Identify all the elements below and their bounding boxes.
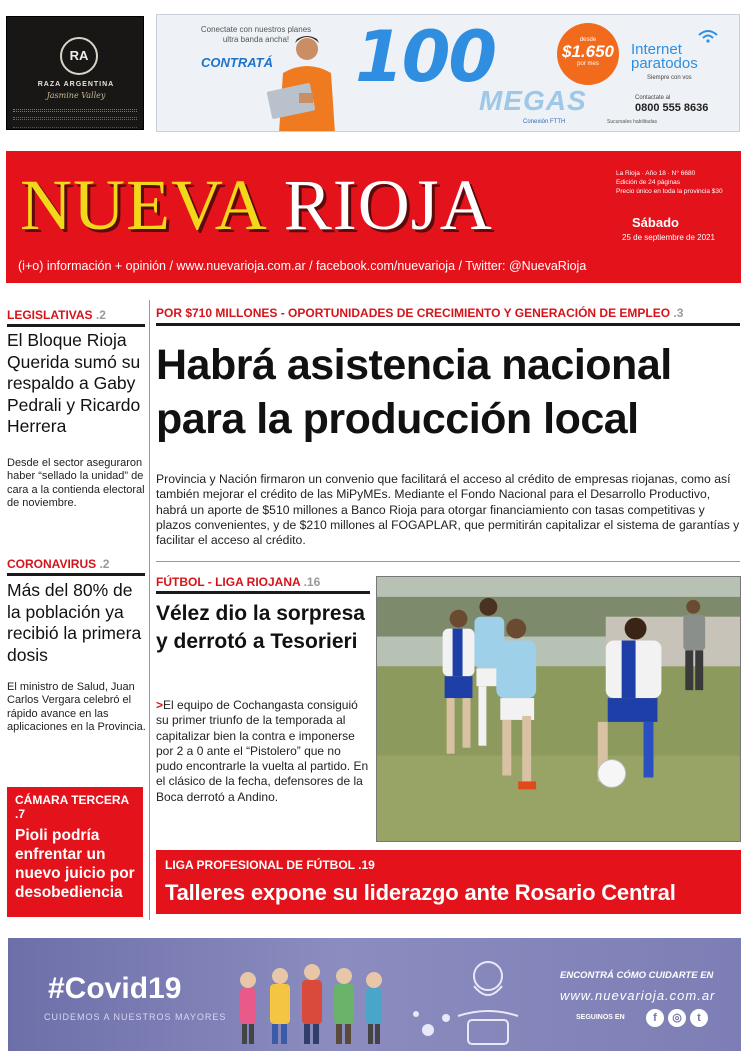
- ad-fineprint: [13, 117, 137, 120]
- main-headline[interactable]: Habrá asistencia nacional para la producción local: [156, 341, 672, 443]
- main-summary: Provincia y Nación firmaron un convenio que facilitará el acceso al crédito de empresas riojanas, como así también mejorar el crédito de las MiPyMEs. Mediante el Fondo Nacional para el Desarrollo Productivo, habrá un aporte de $510 millones a Banco Rioja para otorgar financiamiento con tasas competitivas y plazos convenientes, y de $210 millones al FOGAPLAR, que permitirán capitalizar el sistema de garantías y facilitar el acceso al crédito.: [156, 472, 740, 548]
- camara-headline[interactable]: Pioli podría enfrentar un nuevo juicio por desobediencia: [15, 827, 135, 901]
- covid-banner-ad[interactable]: [8, 938, 741, 1051]
- ad-fineprint: [13, 109, 137, 112]
- section-rule: [156, 591, 370, 594]
- main-kicker: [156, 306, 740, 320]
- ad-price-permes: por mes: [577, 61, 599, 67]
- wifi-icon: [697, 29, 719, 43]
- facebook-icon[interactable]: f: [646, 1009, 664, 1027]
- ad-contrata: CONTRATÁ: [201, 55, 273, 70]
- section-rule: [156, 323, 740, 326]
- coronavirus-kicker: [7, 557, 145, 571]
- ad-footline: Sucursales habilitadas: [607, 119, 658, 125]
- legislativas-kicker: [7, 308, 145, 322]
- kicker-label: LIGA PROFESIONAL DE FÚTBOL: [165, 858, 355, 872]
- kicker-label: FÚTBOL - LIGA RIOJANA: [156, 575, 301, 589]
- elderly-people-illustration: [218, 946, 548, 1051]
- ad-brand-sub: Siempre con vos: [647, 75, 692, 81]
- masthead: [6, 151, 741, 283]
- ad-script-name: Jasmine Valley: [46, 91, 106, 100]
- column-divider: [149, 300, 150, 920]
- ad-unit: MEGAS: [479, 85, 587, 116]
- coronavirus-headline[interactable]: Más del 80% de la población ya recibió la primera dosis: [7, 580, 142, 665]
- ad-brand: [631, 43, 731, 71]
- covid-encontra: ENCONTRÁ CÓMO CUIDARTE EN: [560, 970, 714, 981]
- ad-brand-line2: paratodos: [631, 55, 698, 72]
- section-rule: [7, 324, 145, 327]
- talleres-box[interactable]: [156, 850, 741, 914]
- football-match-photo[interactable]: [376, 576, 741, 842]
- kicker-label: LEGISLATIVAS: [7, 308, 93, 322]
- ad-small-text: Conectate con nuestros planes ultra banda ancha!: [200, 25, 312, 44]
- section-divider: [156, 561, 740, 562]
- coronavirus-summary: El ministro de Salud, Juan Carlos Vergara celebró el rápido avance en las aplicaciones en la Provincia.: [7, 681, 146, 734]
- velez-summary: [156, 698, 370, 805]
- section-rule: [7, 573, 145, 576]
- ad-speed: 100: [355, 16, 496, 98]
- page-ref: .16: [303, 575, 321, 589]
- camara-kicker: [15, 793, 135, 821]
- legislativas-headline[interactable]: El Bloque Rioja Querida sumó su respaldo a Gaby Pedrali y Ricardo Herrera: [7, 330, 141, 436]
- legislativas-summary: Desde el sector aseguraron haber “sellado la unidad” de cara a la contienda electoral de noviembre.: [7, 457, 145, 510]
- ad-internet-100-megas[interactable]: [156, 14, 740, 132]
- kicker-label: CORONAVIRUS: [7, 557, 97, 571]
- ad-price: $1.650: [562, 42, 614, 61]
- ad-fineprint: [13, 127, 137, 128]
- page-ref: .2: [99, 557, 110, 571]
- futbol-kicker: [156, 575, 370, 589]
- talleres-headline[interactable]: Talleres expone su liderazgo ante Rosario Central: [165, 880, 676, 905]
- camara-tercera-box[interactable]: [7, 787, 143, 917]
- covid-seguinos: SEGUINOS EN: [576, 1014, 625, 1021]
- velez-headline[interactable]: Vélez dio la sorpresa y derrotó a Tesorieri: [156, 602, 365, 653]
- instagram-icon[interactable]: ◎: [668, 1009, 686, 1027]
- kicker-label: POR $710 MILLONES - OPORTUNIDADES DE CRECIMIENTO Y GENERACIÓN DE EMPLEO: [156, 306, 671, 320]
- edition-day: Sábado: [632, 215, 679, 230]
- page-ref: .3: [673, 306, 684, 320]
- raza-argentina-logo: RA: [60, 37, 98, 75]
- twitter-icon[interactable]: t: [690, 1009, 708, 1027]
- ad-raza-argentina[interactable]: [6, 16, 144, 130]
- ad-price-badge: [557, 23, 619, 85]
- ad-price-desde: desde: [579, 37, 597, 43]
- ad-phone-label: Contactate al: [635, 95, 671, 101]
- covid-url[interactable]: www.nuevarioja.com.ar: [560, 988, 716, 1003]
- ad-brand-name: RAZA ARGENTINA: [37, 81, 115, 88]
- edition-date: 25 de septiembre de 2021: [622, 233, 715, 242]
- edition-meta: La Rioja · Año 18 · N° 6680 Edición de 24 páginas Precio único en toda la provincia $30: [616, 170, 723, 195]
- covid-sub: CUIDEMOS A NUESTROS MAYORES: [44, 1012, 227, 1022]
- masthead-tagline[interactable]: (i+o) información + opinión / www.nuevarioja.com.ar / facebook.com/nuevarioja / Twitter: @NuevaRioja: [18, 259, 587, 273]
- velez-summary-text: El equipo de Cochangasta consiguió su primer triunfo de la temporada al capitalizar bien la contra e imponerse por 2 a 0 ante el “Pistolero” que no pudo encontrarle la vuelta al partido. En el clásico de la fecha, defensores de la Boca derrotó a Andino.: [156, 698, 369, 804]
- talleres-kicker: [165, 858, 375, 872]
- page-ref: .7: [15, 807, 26, 821]
- ad-person-with-laptop-image: [265, 29, 345, 132]
- title-rioja: RIOJA: [283, 165, 493, 245]
- newspaper-title: [20, 165, 493, 245]
- page-ref: .2: [95, 308, 106, 322]
- ad-brand-line1: Internet: [631, 41, 682, 58]
- title-nueva: NUEVA: [20, 165, 268, 245]
- kicker-label: CÁMARA TERCERA: [15, 793, 129, 807]
- ad-phone: 0800 555 8636: [635, 102, 709, 114]
- ad-conexion: Conexión FTTH: [523, 119, 566, 125]
- page-ref: .19: [358, 858, 375, 872]
- arrow-marker: >: [156, 698, 164, 712]
- covid-hashtag: #Covid19: [48, 972, 182, 1005]
